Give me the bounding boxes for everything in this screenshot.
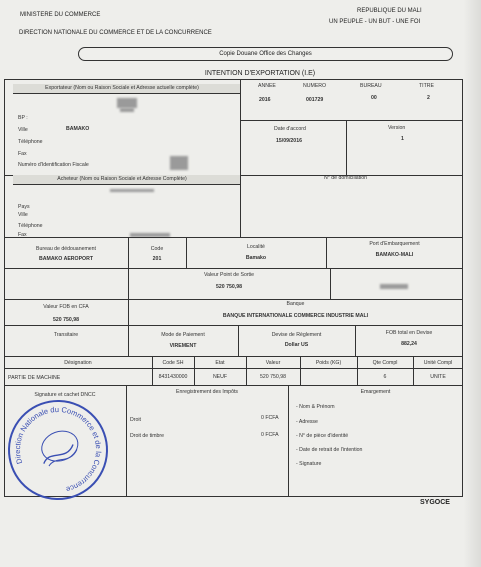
copy-banner-text: Copie Douane Office des Changes bbox=[219, 51, 312, 57]
exporter-header: Exportateur (Nom ou Raison Sociale et Adresse actuelle complète) bbox=[45, 85, 199, 91]
document-title: INTENTION D'EXPORTATION (I.E) bbox=[204, 70, 316, 77]
goods-etat: NEUF bbox=[212, 374, 228, 380]
bureau-dedouanement-value: BAMAKO AEROPORT bbox=[39, 256, 93, 262]
port-label: Port d'Embarquement bbox=[369, 241, 420, 247]
valeur-point-sortie-label: Valeur Point de Sortie bbox=[203, 272, 255, 278]
directorate-name: DIRECTION NATIONALE DU COMMERCE ET DE LA CONCURRENCE bbox=[19, 30, 212, 36]
buyer-ville-label: Ville bbox=[18, 212, 28, 218]
exporter-ville-value: BAMAKO bbox=[66, 126, 90, 132]
ministry-name: MINISTERE DU COMMERCE bbox=[20, 12, 101, 18]
code-value: 201 bbox=[152, 256, 162, 262]
bureau-dedouanement-label: Bureau de dédouanement bbox=[36, 246, 96, 252]
buyer-tel-label: Téléphone bbox=[18, 223, 43, 229]
goods-code-sh: 8431430000 bbox=[158, 374, 188, 380]
exporter-tel-label: Téléphone bbox=[18, 139, 43, 145]
republic-name: REPUBLIQUE DU MALI bbox=[357, 8, 422, 14]
domiciliation-label: N° de domiciliation bbox=[324, 175, 368, 181]
emargement-signature: - Signature bbox=[296, 461, 322, 467]
devise-label: Devise de Règlement bbox=[271, 332, 322, 338]
valeur-point-sortie-value: 520 750,98 bbox=[216, 284, 242, 290]
col-designation: Désignation bbox=[64, 360, 92, 366]
exporter-ville-label: Ville bbox=[18, 127, 28, 133]
code-label: Code bbox=[150, 246, 164, 252]
fob-devise-value: 882,24 bbox=[401, 341, 417, 347]
localite-value: Bamako bbox=[245, 255, 267, 261]
col-poids: Poids (KG) bbox=[315, 360, 342, 366]
emargement-nom: - Nom & Prénom bbox=[296, 404, 335, 410]
annee-label: ANNEE bbox=[258, 83, 276, 89]
col-code-sh: Code SH bbox=[162, 360, 184, 366]
transitaire-label: Transitaire bbox=[53, 332, 79, 338]
redacted-nif bbox=[170, 156, 188, 170]
exporter-fax-label: Fax bbox=[18, 151, 27, 157]
sygoce-footer: SYGOCE bbox=[420, 499, 450, 506]
version-label: Version bbox=[388, 125, 406, 131]
exporter-bp-label: BP : bbox=[18, 115, 28, 121]
droit-timbre-value: 0 FCFA bbox=[261, 432, 279, 438]
goods-qte: 6 bbox=[383, 374, 387, 380]
exporter-section bbox=[4, 84, 240, 170]
droit-value: 0 FCFA bbox=[261, 415, 279, 421]
redacted-right-field bbox=[380, 284, 408, 289]
mode-paiement-label: Mode de Paiement bbox=[161, 332, 205, 338]
goods-valeur: 520 750,98 bbox=[260, 374, 286, 380]
mode-paiement-value: VIREMENT bbox=[169, 343, 197, 349]
exporter-nif-label: Numéro d'Identification Fiscale bbox=[18, 162, 89, 168]
emargement-adresse: - Adresse bbox=[296, 419, 318, 425]
droit-label: Droit bbox=[130, 417, 141, 423]
redacted-exporter-name bbox=[117, 98, 137, 108]
fob-cfa-label: Valeur FOB en CFA bbox=[43, 304, 89, 310]
bureau-label: BUREAU bbox=[360, 83, 382, 89]
droit-timbre-label: Droit de timbre bbox=[130, 433, 165, 439]
emargement-piece: - N° de pièce d'identité bbox=[296, 433, 349, 439]
buyer-section bbox=[4, 175, 240, 185]
col-valeur: Valeur bbox=[265, 360, 281, 366]
localite-label: Localité bbox=[247, 244, 265, 250]
date-accord-value: 15/09/2016 bbox=[276, 138, 302, 144]
banque-value: BANQUE INTERNATIONALE COMMERCE INDUSTRIE MALI bbox=[222, 313, 369, 319]
numero-label: NUMERO bbox=[303, 83, 327, 89]
enregistrement-label: Enregistrement des Impôts bbox=[176, 389, 238, 395]
col-qte-compl: Qte Compl bbox=[372, 360, 398, 366]
date-accord-label: Date d'accord bbox=[274, 126, 306, 132]
col-etat: Etat bbox=[215, 360, 225, 366]
buyer-header: Acheteur (Nom ou Raison Sociale et Adresse Complète) bbox=[57, 176, 187, 182]
buyer-fax-label: Fax bbox=[18, 232, 27, 238]
version-value: 1 bbox=[401, 136, 404, 142]
fob-cfa-value: 520 750,98 bbox=[53, 317, 79, 323]
numero-value: 001729 bbox=[306, 97, 324, 103]
banque-label: Banque bbox=[286, 301, 305, 307]
devise-value: Dollar US bbox=[284, 342, 309, 348]
fob-devise-label: FOB total en Devise bbox=[385, 330, 433, 336]
titre-label: TITRE bbox=[419, 83, 434, 89]
titre-value: 2 bbox=[427, 95, 430, 101]
annee-value: 2016 bbox=[259, 97, 271, 103]
goods-designation: PARTIE DE MACHINE bbox=[8, 375, 61, 381]
signature-dncc-label: Signature et cachet DNCC bbox=[34, 392, 96, 398]
copy-banner bbox=[78, 47, 453, 61]
emargement-date-retrait: - Date de retrait de l'intention bbox=[296, 447, 363, 453]
buyer-pays-label: Pays bbox=[18, 204, 30, 210]
port-value: BAMAKO-MALI bbox=[375, 252, 414, 258]
goods-unite: UNITE bbox=[430, 374, 446, 380]
bureau-value: 00 bbox=[371, 95, 377, 101]
redacted-buyer-name bbox=[110, 189, 154, 192]
col-unite-compl: Unité Compl bbox=[423, 360, 453, 366]
svg-text:Direction Nationale du Commerc: Direction Nationale du Commerce et de la Concurrence bbox=[12, 404, 104, 495]
page-shadow bbox=[463, 0, 481, 567]
emargement-label: Emargement bbox=[360, 389, 391, 395]
redacted-exporter-address bbox=[120, 108, 134, 112]
national-motto: UN PEUPLE - UN BUT - UNE FOI bbox=[329, 19, 421, 25]
